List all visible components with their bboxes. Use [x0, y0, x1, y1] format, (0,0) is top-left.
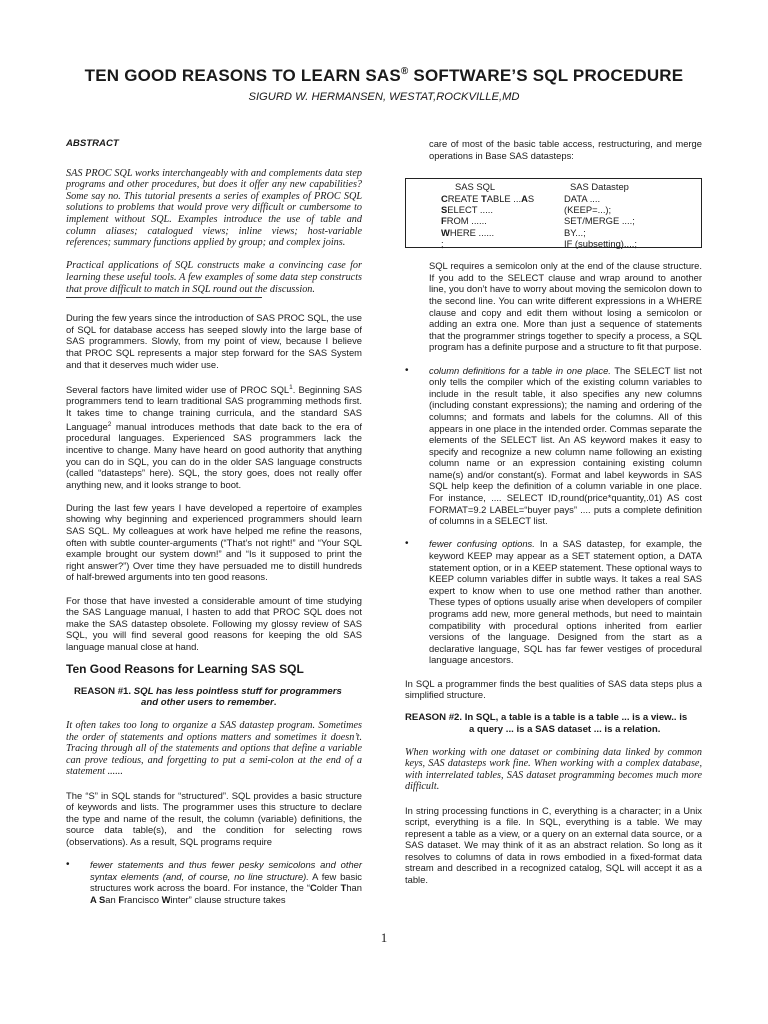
acronym-f-rest: rancisco	[124, 893, 162, 905]
bullet-1-lead: fewer statements and thus fewer pesky semicolons and other syntax elements (and, of course, no line structure).	[90, 859, 362, 882]
abstract-paragraph-2: Practical applications of SQL constructs make a convincing case for learning these useful tools. A few examples of some data step constructs that prove difficult to match in SQL round out the discussion.	[66, 260, 362, 295]
kw-w-rest: HERE ......	[449, 226, 495, 238]
left-column	[66, 138, 362, 917]
right-column	[405, 138, 702, 897]
sql-row-select	[441, 204, 534, 215]
abstract-paragraph-1: SAS PROC SQL works interchangeably with and complements data step programs and other procedures, but does it offer any new capabilities? Some say no. This tutorial presents a series of examples of PROC SQL solutions to problems that would prove very difficult or cumbersome to implement without SQL. Examples introduce the use of table and column aliases; catalogued views; inline views; host-variable references; summary functions applied by group; and complex joins.	[66, 167, 362, 249]
abstract-heading: ABSTRACT	[66, 138, 119, 149]
reason-1-heading	[66, 686, 362, 709]
acronym-w: W	[161, 893, 171, 905]
acronym-f: F	[118, 893, 125, 905]
reason-2-text-b: a query ... is a SAS dataset ... is a relation.	[469, 723, 661, 735]
reason-1-text-a: SQL has less pointless stuff for programmers	[133, 685, 342, 697]
page-number: 1	[380, 930, 388, 945]
section-heading: Ten Good Reasons for Learning SAS SQL	[66, 662, 304, 677]
sql-vs-datastep-table	[405, 178, 702, 248]
reason-2-heading	[405, 712, 702, 735]
kw-c: C	[441, 192, 448, 204]
kw-s-rest: ELECT .....	[447, 204, 493, 215]
footnote-ref-2: 2	[107, 420, 112, 428]
reason-1-paragraph: The “S” in SQL stands for “structured”. SQL provides a basic structure of keywords and lists. The programmer uses this structure to declare the type and name of the result, the column (variable) definitions, the source data table(s), and the condition for selecting rows (observations). As a result, SQL programs require	[66, 789, 362, 847]
kw-c-rest: REATE	[447, 192, 481, 204]
sql-row-where	[441, 227, 534, 238]
reason-1-dot: .	[273, 697, 277, 709]
kw-s: S	[441, 204, 448, 215]
reason-2-number: REASON #2.	[405, 712, 463, 724]
bullet-1-end: clause structure takes	[191, 893, 286, 905]
acronym-s-rest: an	[105, 893, 119, 905]
p2-text-a: Several factors have limited wider use of PROC SQL	[66, 383, 290, 395]
acronym-t: T	[340, 882, 347, 894]
bullet-2-lead: column definitions for a table in one place.	[429, 364, 611, 376]
acronym-c: C	[309, 882, 317, 894]
reason-2-text-a: In SQL, a table is a table is a table ... is a view.. is	[464, 712, 688, 724]
footnote-ref-1: 1	[289, 383, 293, 391]
intro-paragraph-2	[66, 382, 362, 491]
datastep-row-if: IF (subsetting)....;	[564, 238, 637, 250]
datastep-row-data: DATA ....	[564, 192, 601, 204]
kw-f: F	[441, 215, 447, 227]
kw-t-rest: ABLE ...	[486, 192, 522, 204]
reason-2-paragraph: In string processing functions in C, everything is a character; in a Unix script, everything is a file. In SQL, everything is a table. We may represent a table as a view, or a query on an external data source, or a SAS dataset. We may think of it as an abstract relation. So long as it resolves to columns of data in rows embodied in a fixed-format data stream and described in a recognized catalog, SQL will accept it as a table.	[405, 804, 702, 886]
abstract-divider	[66, 297, 262, 298]
kw-a-rest: S	[527, 192, 535, 204]
registered-mark: ®	[400, 66, 409, 77]
bullet-dot: •	[66, 859, 70, 871]
title-text-a: TEN GOOD REASONS TO LEARN SAS	[84, 66, 401, 85]
datastep-row-keep: (KEEP=...);	[564, 204, 612, 215]
intro-paragraph-1: During the few years since the introduction of SAS PROC SQL, the use of SQL for database access has seeped slowly into the large base of SAS programmers. Slowly, from my point of view, because I believe that PROC SQL represents a major step forward for the SAS System and that it deserves much wider use.	[66, 312, 362, 370]
bullet-3-lead: fewer confusing options.	[429, 538, 535, 550]
p2-text-c: manual introduces methods that date back to the era of procedural languages. Experienced SAS programmers lack the incentive to change. Many have heard on good authority that anything you can do in SQL, you can do in the older SAS language constructs (called “datasteps” here). SQL, the story goes, does not really offer anything new, and it looks strange to boot.	[66, 420, 362, 490]
bullet-3-text: In a SAS datastep, for example, the keyword KEEP may appear as a SET statement option, a DATA statement option, or in a KEEP statement. These optional ways to KEEP column variables differ in subtle ways. It takes a real SAS expert to know when to use one method rather than another. These types of options usually arise when developers of compiler programs add new, more general methods, but need to maintain compatibility with procedural options inherited from earlier versions of the language. Designed from the start as a declarative language, SQL has far fewer vestiges of procedural language ancestors.	[429, 538, 703, 666]
datastep-header: SAS Datastep	[570, 181, 629, 193]
semicolon-paragraph: SQL requires a semicolon only at the end of the clause structure. If you add to the SELECT clause and wrap around to another line, you don’t have to worry about moving the semicolon down to the second line. You can write different expressions in a WHERE clause and copy and edit them without losing a semicolon or adding an extra one. More than just a sequence of statements that the programmer strings together to specify a process, a SQL program has a definite purpose and a structure to fit that purpose.	[429, 260, 702, 353]
datastep-row-by: BY...;	[564, 226, 586, 238]
bullet-fewer-options	[405, 538, 702, 666]
summary-paragraph: In SQL a programmer finds the best qualities of SAS data steps plus a simplified structure.	[405, 677, 702, 701]
sql-column	[441, 181, 534, 249]
sql-row-create	[441, 193, 534, 204]
reason-2-italic-paragraph: When working with one dataset or combining data linked by common keys, SAS datasteps work fine. When working with a complex database, with interrelated tables, SAS dataset programming becomes much more difficult.	[405, 746, 702, 793]
acronym-s: S	[96, 893, 106, 905]
continued-paragraph: care of most of the basic table access, restructuring, and merge operations in Base SAS datasteps:	[429, 138, 702, 161]
acronym-a: A	[90, 893, 97, 905]
acronym-t-rest: han	[346, 882, 362, 894]
sql-row-from	[441, 215, 534, 226]
bullet-dot: •	[405, 364, 409, 376]
intro-paragraph-4: For those that have invested a considerable amount of time studying the SAS Language manual, I hasten to add that PROC SQL does not make the SAS datastep obsolete. Following my glossy review of SAS SQL, you will find several good reasons for keeping the old SAS language manual close at hand.	[66, 594, 362, 652]
reason-1-italic-paragraph: It often takes too long to organize a SAS datastep program. Sometimes the order of statements and options matters and sometimes it doesn’t. Tracing through all of the statements and options that define a variable can prove tedious, and forgetting to put a semi-colon at the end of a statement ......	[66, 719, 362, 778]
acronym-w-rest: inter”	[170, 893, 192, 905]
datastep-row-set: SET/MERGE ....;	[564, 215, 635, 227]
reason-1-text-b-wrap	[74, 697, 362, 709]
bullet-1-text: A few basic structures work across the board. For instance, the “	[90, 870, 362, 894]
reason-1-number: REASON #1.	[74, 685, 132, 697]
kw-t: T	[480, 192, 487, 204]
kw-f-rest: ROM ......	[446, 215, 487, 227]
sql-header: SAS SQL	[455, 181, 496, 193]
bullet-column-definitions	[405, 365, 702, 527]
reason-1-text-b: and other users to remember	[141, 697, 274, 709]
acronym-c-rest: older	[316, 882, 341, 894]
bullet-2-text: The SELECT list not only tells the compiler which of the existing column variables to include in the result table, it also specifies any new columns (including constant expressions); the naming and ordering of the columns; and formats and labels for the columns. All of this appears in one place in the intended order. Commas separate the elements of the SELECT list. An AS keyword makes it easy to specify and recognize a new column name following an existing column name or an expression containing existing column name(s) and/or constant(s). Format and label keywords in SAS SQL help keep the definition of a column variable in one place. For instance, .... SELECT ID,round(price*quantity,.01) AS cost FORMAT=9.2 LABEL=“buyer pays” .... puts a complete definition of columns in a SELECT list.	[429, 364, 703, 527]
paper-title	[0, 66, 768, 86]
sql-row-semicolon: ;	[441, 238, 444, 250]
bullet-fewer-statements	[66, 859, 362, 905]
title-text-b: SOFTWARE’S SQL PROCEDURE	[408, 66, 684, 85]
author-line: SIGURD W. HERMANSEN, WESTAT,ROCKVILLE,MD	[248, 91, 520, 103]
kw-a: A	[521, 192, 528, 204]
kw-w: W	[441, 226, 450, 238]
bullet-dot: •	[405, 538, 409, 550]
p2-text-b: . Beginning SAS programmers tend to learn traditional SAS programming methods first. It takes time to change training curricula, and the standard SAS Language	[66, 383, 362, 432]
intro-paragraph-3: During the last few years I have developed a repertoire of examples showing why beginning and experienced programmers should learn SAS SQL. My colleagues at work have helped me refine the reasons, often with subtle counter-arguments (“That’s not right!” and “Your SQL example brought our system down!” and “Is it supposed to print the right answer?”) Over time they have persuaded me to distill hundreds of half-brewed arguments into ten good reasons.	[66, 501, 362, 583]
datastep-column	[564, 181, 637, 249]
